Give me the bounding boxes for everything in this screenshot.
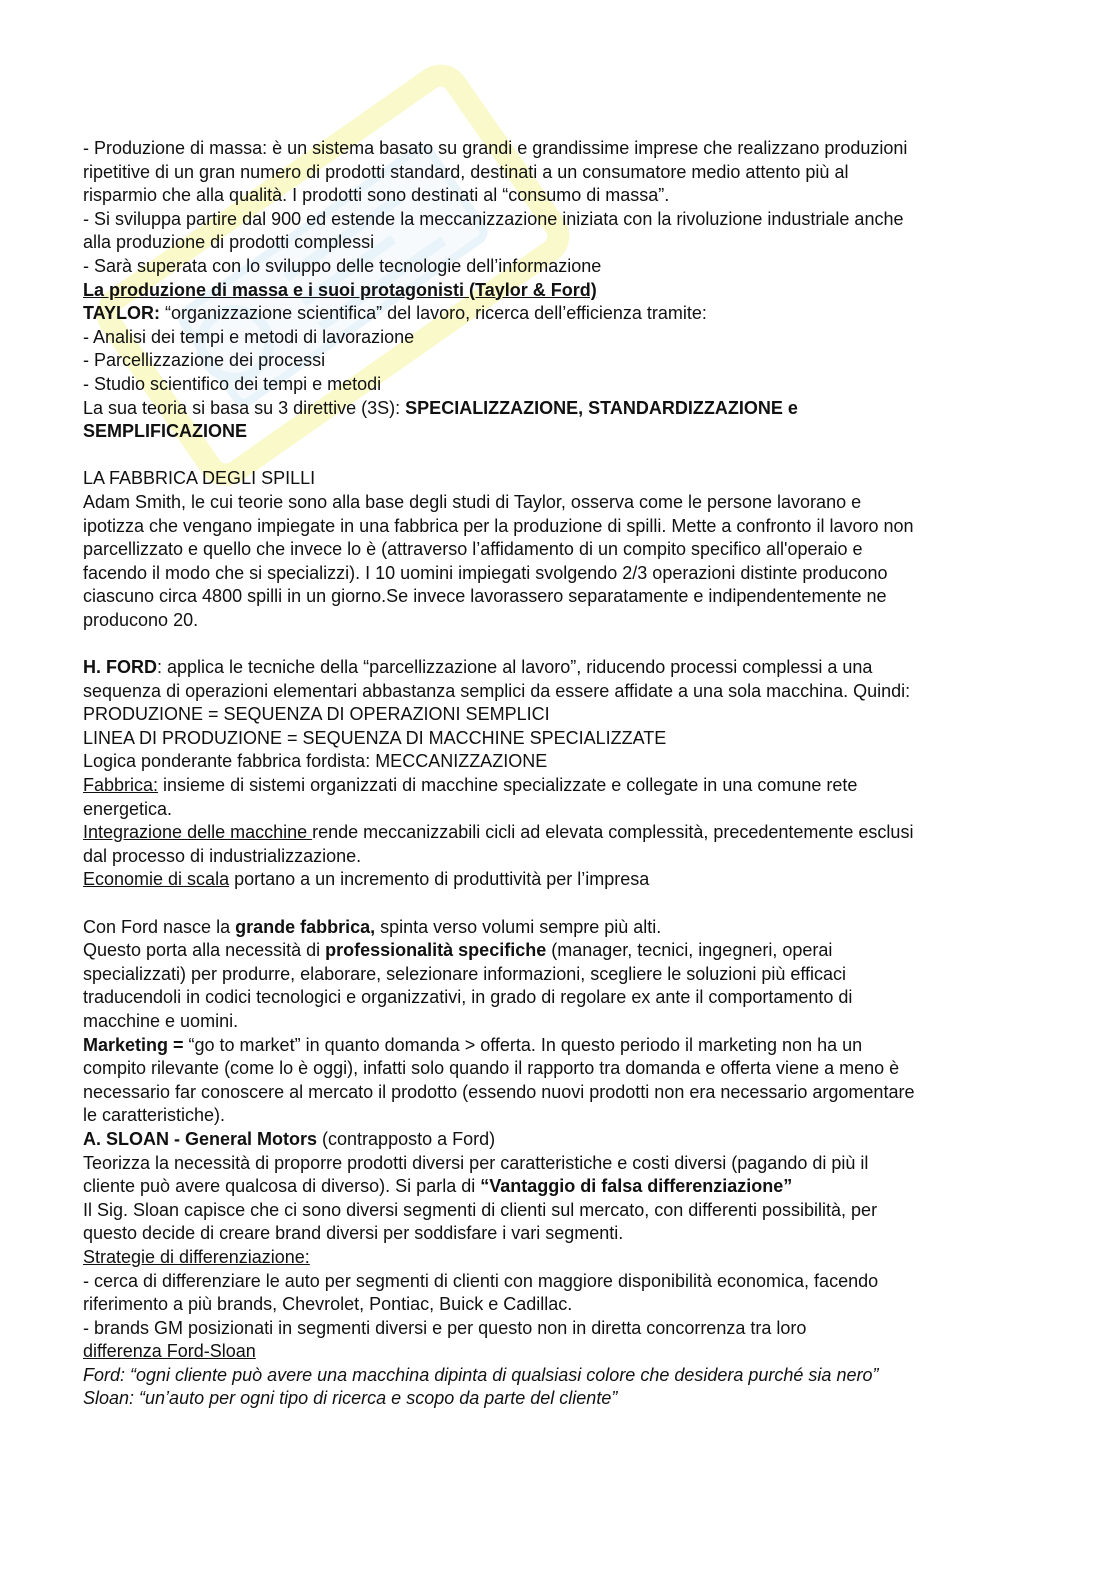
text-line: Logica ponderante fabbrica fordista: MECCANIZZAZIONE <box>83 751 548 772</box>
bold-run: “Vantaggio di falsa differenziazione” <box>480 1176 793 1197</box>
taylor-intro <box>83 302 1053 326</box>
economie-def <box>83 868 1053 892</box>
economie-text: portano a un incremento di produttività per l’impresa <box>229 869 650 890</box>
taylor-theory <box>83 397 1053 421</box>
text-line: macchine e uomini. <box>83 1010 239 1031</box>
text-run: spinta verso volumi sempre più alti. <box>375 916 662 937</box>
marketing-intro <box>83 1034 1053 1058</box>
list-item: - Analisi dei tempi e metodi di lavorazione <box>83 326 415 347</box>
text-line: Adam Smith, le cui teorie sono alla base degli studi di Taylor, osserva come le persone lavorano e <box>83 491 862 512</box>
economie-label: Economie di scala <box>83 869 230 890</box>
strategie-label: Strategie di differenziazione: <box>83 1246 310 1267</box>
section-heading: La produzione di massa e i suoi protagonisti (Taylor & Ford) <box>83 279 597 300</box>
ford-text: : applica le tecniche della “parcellizzazione al lavoro”, riducendo processi complessi a una <box>157 657 873 678</box>
text-line: - Si sviluppa partire dal 900 ed estende la meccanizzazione iniziata con la rivoluzione industriale anche <box>83 208 904 229</box>
text-line: PRODUZIONE = SEQUENZA DI OPERAZIONI SEMPLICI <box>83 704 550 725</box>
integrazione-text: rende meccanizzabili cicli ad elevata complessità, precedentemente esclusi <box>312 822 914 843</box>
list-item: - cerca di differenziare le auto per segmenti di clienti con maggiore disponibilità economica, facendo <box>83 1270 879 1291</box>
text-line: LINEA DI PRODUZIONE = SEQUENZA DI MACCHINE SPECIALIZZATE <box>83 727 667 748</box>
professionalita-line <box>83 939 1053 963</box>
text-line: parcellizzato e quello che invece lo è (attraverso l’affidamento di un compito specifico all'operaio e <box>83 539 863 560</box>
theory-text: La sua teoria si basa su 3 direttive (3S): <box>83 397 406 418</box>
list-item: - brands GM posizionati in segmenti diversi e per questo non in diretta concorrenza tra loro <box>83 1317 807 1338</box>
vantaggio-line <box>83 1175 1053 1199</box>
sloan-label: A. SLOAN - General Motors <box>83 1128 318 1149</box>
text-line: dal processo di industrializzazione. <box>83 845 362 866</box>
text-line: questo decide di creare brand diversi per soddisfare i vari segmenti. <box>83 1223 624 1244</box>
text-run: Questo porta alla necessità di <box>83 940 326 961</box>
sloan-label-rest: (contrapposto a Ford) <box>317 1128 496 1149</box>
text-line: Teorizza la necessità di proporre prodotti diversi per caratteristiche e costi diversi (pagando di più il <box>83 1152 869 1173</box>
quote-sloan: Sloan: “un’auto per ogni tipo di ricerca e scopo da parte del cliente” <box>83 1388 618 1409</box>
fabbrica-label: Fabbrica: <box>83 775 159 796</box>
sloan-heading <box>83 1128 1053 1152</box>
text-line: compito rilevante (come lo è oggi), infatti solo quando il rapporto tra domanda e offerta viene a meno è <box>83 1058 900 1079</box>
text-line: ciascuno circa 4800 spilli in un giorno.Se invece lavorassero separatamente e indipendentemente ne <box>83 586 887 607</box>
integrazione-def <box>83 821 1053 845</box>
marketing-label: Marketing = <box>83 1034 184 1055</box>
text-run: Con Ford nasce la <box>83 916 236 937</box>
theory-bold-cont: SEMPLIFICAZIONE <box>83 421 248 442</box>
marketing-text: “go to market” in quanto domanda > offerta. In questo periodo il marketing non ha un <box>183 1034 863 1055</box>
taylor-text: “organizzazione scientifica” del lavoro, ricerca dell’efficienza tramite: <box>160 303 707 324</box>
text-line: risparmio che alla qualità. I prodotti sono destinati al “consumo di massa”. <box>83 185 670 206</box>
spilli-title: LA FABBRICA DEGLI SPILLI <box>83 468 316 489</box>
text-line: energetica. <box>83 798 173 819</box>
text-line: necessario far conoscere al mercato il prodotto (essendo nuovi prodotti non era necessario argomentare <box>83 1081 915 1102</box>
bold-run: professionalità specifiche <box>325 940 547 961</box>
text-line: facendo il modo che si specializzi). I 10 uomini impiegati svolgendo 2/3 operazioni distinte producono <box>83 562 888 583</box>
text-line: alla produzione di prodotti complessi <box>83 232 375 253</box>
list-item: - Studio scientifico dei tempi e metodi <box>83 373 382 394</box>
taylor-label: TAYLOR: <box>83 303 161 324</box>
list-item: - Parcellizzazione dei processi <box>83 350 326 371</box>
integrazione-label: Integrazione delle macchine <box>83 822 313 843</box>
theory-bold: SPECIALIZZAZIONE, STANDARDIZZAZIONE e <box>405 397 798 418</box>
text-run: cliente può avere qualcosa di diverso). Si parla di <box>83 1176 481 1197</box>
fabbrica-def <box>83 774 1053 798</box>
text-line: Il Sig. Sloan capisce che ci sono diversi segmenti di clienti sul mercato, con differenti possibilità, per <box>83 1199 878 1220</box>
text-run: (manager, tecnici, ingegneri, operai <box>546 940 833 961</box>
quote-ford: Ford: “ogni cliente può avere una macchina dipinta di qualsiasi colore che desidera purché sia nero” <box>83 1364 879 1385</box>
list-item: riferimento a più brands, Chevrolet, Pontiac, Buick e Cadillac. <box>83 1294 573 1315</box>
text-line: - Sarà superata con lo sviluppo delle tecnologie dell’informazione <box>83 255 602 276</box>
text-line: le caratteristiche). <box>83 1105 226 1126</box>
ford-intro <box>83 656 1053 680</box>
diff-label: differenza Ford-Sloan <box>83 1341 256 1362</box>
text-line: producono 20. <box>83 609 199 630</box>
fabbrica-text: insieme di sistemi organizzati di macchine specializzate e collegate in una comune rete <box>158 775 858 796</box>
bold-run: grande fabbrica, <box>235 916 376 937</box>
text-line: ripetitive di un gran numero di prodotti standard, destinati a un consumatore medio attento più al <box>83 161 849 182</box>
document-body <box>83 137 1053 1411</box>
text-line: ipotizza che vengano impiegate in una fabbrica per la produzione di spilli. Mette a confronto il lavoro non <box>83 515 914 536</box>
text-line: traducendoli in codici tecnologici e organizzativi, in grado di regolare ex ante il comportamento di <box>83 987 853 1008</box>
grande-line <box>83 916 1053 940</box>
ford-label: H. FORD <box>83 657 157 678</box>
text-line: specializzati) per produrre, elaborare, selezionare informazioni, scegliere le soluzioni più efficaci <box>83 963 847 984</box>
text-line: - Produzione di massa: è un sistema basato su grandi e grandissime imprese che realizzano produzioni <box>83 138 908 158</box>
text-line: sequenza di operazioni elementari abbastanza semplici da essere affidate a una sola macchina. Quindi: <box>83 680 911 701</box>
